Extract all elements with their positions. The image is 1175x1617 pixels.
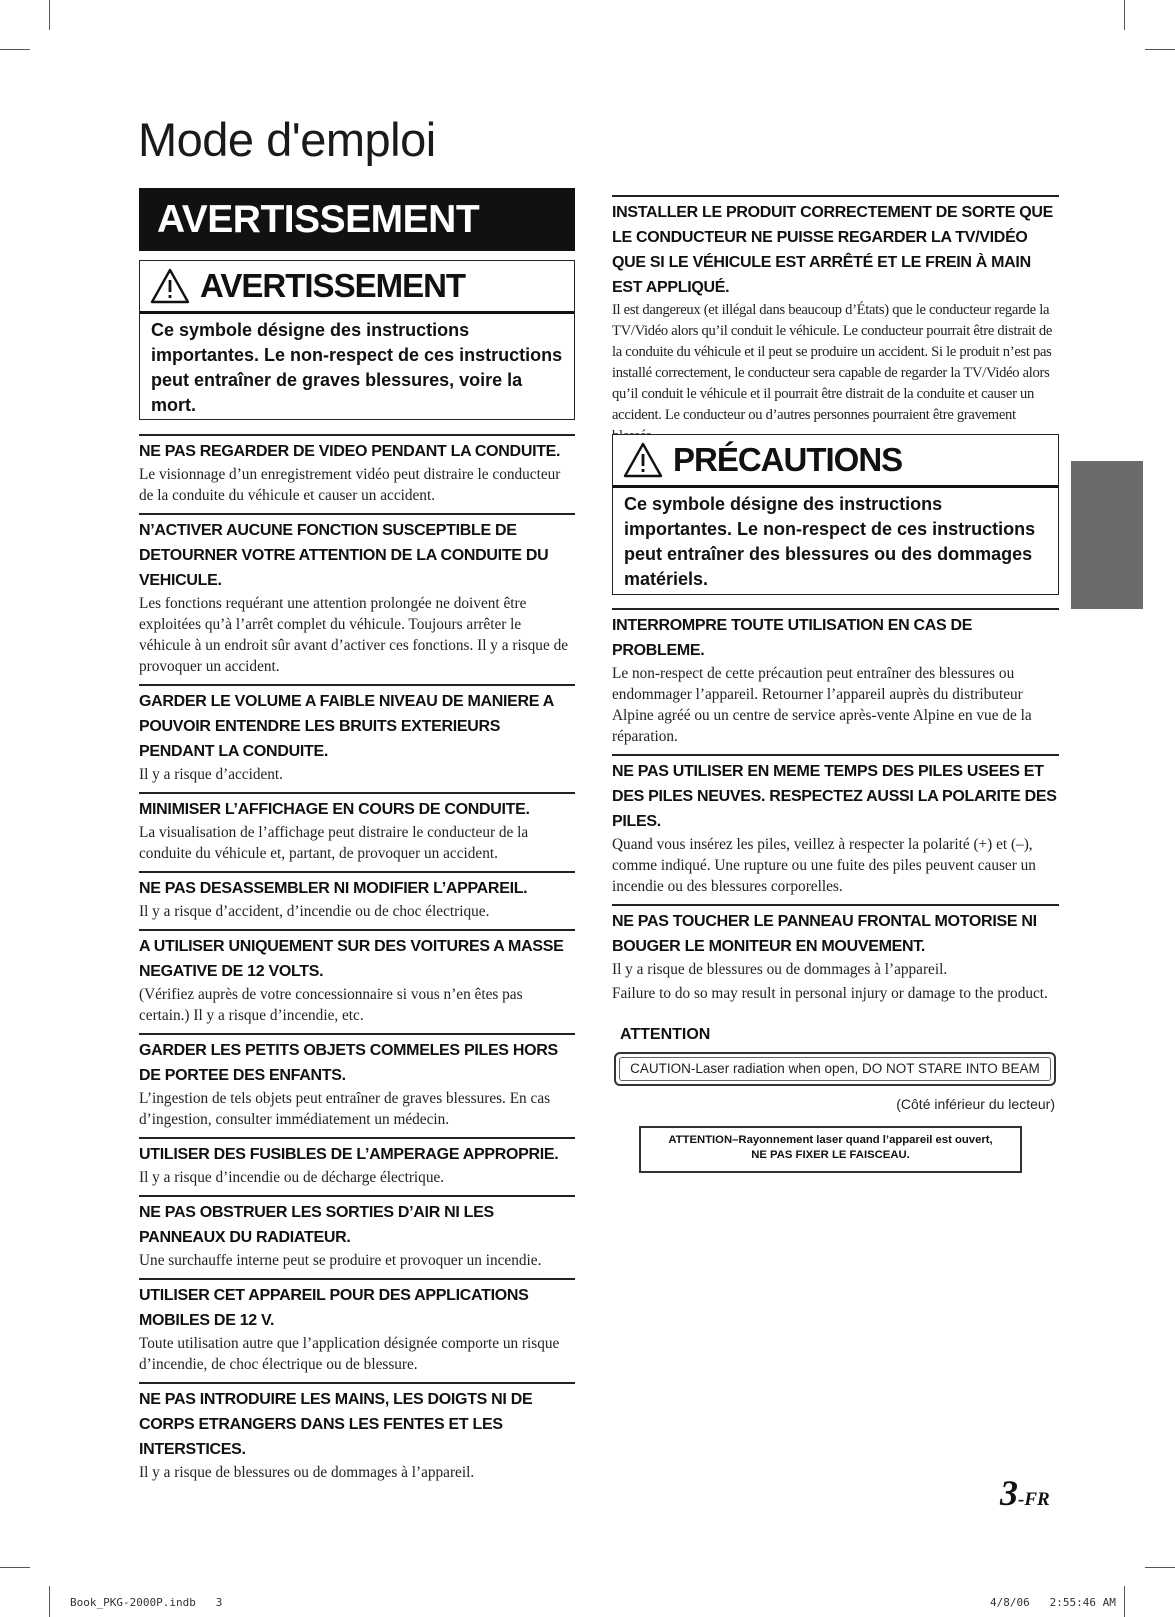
crop-mark xyxy=(1124,1586,1125,1617)
section-body: Les fonctions requérant une attention prolongée ne doivent être exploitées qu’à l’arrêt complet du véhicule. Toujours arrêter le véhicule à un endroit sûr avant d’activer ces fonctions. Il y a risque de provoquer un accident. xyxy=(139,595,569,675)
precautions-box-header xyxy=(613,435,1058,488)
section-body: Le non-respect de cette précaution peut entraîner des blessures ou endommager l’appareil. Retourner l’appareil auprès du distributeur Alpine agréé ou un centre de service après-vente Alpine en vue de la réparation. xyxy=(612,665,1032,745)
section xyxy=(139,513,575,677)
warning-triangle-icon xyxy=(150,268,190,304)
section xyxy=(139,1382,575,1483)
warning-box-header xyxy=(140,261,574,314)
section xyxy=(139,1195,575,1271)
section-heading: NE PAS UTILISER EN MEME TEMPS DES PILES USEES ET DES PILES NEUVES. RESPECTEZ AUSSI LA POLARITE DES PILES. xyxy=(612,763,1057,830)
section xyxy=(139,792,575,864)
warning-banner: AVERTISSEMENT xyxy=(139,188,575,251)
section xyxy=(139,434,575,506)
section xyxy=(139,1137,575,1188)
section-thumb-tab xyxy=(1071,461,1143,609)
section xyxy=(139,684,575,785)
section-body: Il y a risque d’accident. xyxy=(139,766,283,783)
right-column xyxy=(612,608,1059,1011)
section xyxy=(612,195,1059,447)
page-number-suffix: -FR xyxy=(1018,1489,1050,1510)
section xyxy=(612,608,1059,747)
right-column-top xyxy=(612,195,1059,454)
warning-box-heading: AVERTISSEMENT xyxy=(200,267,466,304)
section xyxy=(612,754,1059,897)
page-number-digit: 3 xyxy=(1000,1473,1018,1513)
page-number xyxy=(1000,1472,1050,1514)
section-body: Il y a risque de blessures ou de dommages à l’appareil. xyxy=(612,961,948,978)
crop-mark xyxy=(1124,0,1125,30)
section-body: La visualisation de l’affichage peut distraire le conducteur de la conduite du véhicule et, partant, de provoquer un accident. xyxy=(139,824,529,862)
laser-warning-label xyxy=(639,1126,1022,1173)
section-heading: NE PAS INTRODUIRE LES MAINS, LES DOIGTS NI DE CORPS ETRANGERS DANS LES FENTES ET LES INTERSTICES. xyxy=(139,1391,533,1458)
crop-mark xyxy=(1145,49,1175,50)
section-heading: UTILISER CET APPAREIL POUR DES APPLICATIONS MOBILES DE 12 V. xyxy=(139,1287,529,1329)
footer-filename: Book_PKG-2000P.indb 3 xyxy=(70,1596,223,1609)
section-heading: GARDER LE VOLUME A FAIBLE NIVEAU DE MANIERE A POUVOIR ENTENDRE LES BRUITS EXTERIEURS PENDANT LA CONDUITE. xyxy=(139,693,554,760)
precautions-box-heading: PRÉCAUTIONS xyxy=(673,441,903,478)
section-heading: GARDER LES PETITS OBJETS COMMELES PILES HORS DE PORTEE DES ENFANTS. xyxy=(139,1042,558,1084)
crop-mark xyxy=(49,1586,50,1617)
crop-mark xyxy=(49,0,50,30)
page-title: Mode d'emploi xyxy=(138,113,436,166)
section-heading: N’ACTIVER AUCUNE FONCTION SUSCEPTIBLE DE DETOURNER VOTRE ATTENTION DE LA CONDUITE DU VEHICULE. xyxy=(139,522,549,589)
attention-label: ATTENTION xyxy=(620,1026,711,1043)
crop-mark xyxy=(1145,1567,1175,1568)
section-heading: A UTILISER UNIQUEMENT SUR DES VOITURES A MASSE NEGATIVE DE 12 VOLTS. xyxy=(139,938,564,980)
precautions-box xyxy=(612,434,1059,595)
section xyxy=(139,929,575,1026)
section-heading: UTILISER DES FUSIBLES DE L’AMPERAGE APPROPRIE. xyxy=(139,1146,559,1163)
section-heading: NE PAS DESASSEMBLER NI MODIFIER L’APPAREIL. xyxy=(139,880,528,897)
section-heading: INSTALLER LE PRODUIT CORRECTEMENT DE SORTE QUE LE CONDUCTEUR NE PUISSE REGARDER LA TV/VIDÉO QUE SI LE VÉHICULE EST ARRÊTÉ ET LE FREIN À MAIN EST APPLIQUÉ. xyxy=(612,204,1054,296)
section-heading: NE PAS TOUCHER LE PANNEAU FRONTAL MOTORISE NI BOUGER LE MONITEUR EN MOUVEMENT. xyxy=(612,913,1037,955)
footer-timestamp: 4/8/06 2:55:46 AM xyxy=(990,1596,1116,1609)
section-body: Il y a risque de blessures ou de dommages à l’appareil. xyxy=(139,1464,475,1481)
player-location-note: (Côté inférieur du lecteur) xyxy=(896,1096,1055,1112)
section-body: Il est dangereux (et illégal dans beaucoup d’États) que le conducteur regarde la TV/Vidéo alors qu’il conduit le véhicule. Le conducteur pourrait être distrait de la conduite du véhicule et il peut se produire un accident. Si le produit n’est pas installé correctement, le conducteur sera capable de regarder la TV/Vidéo alors qu’il conduit le véhicule et il pourrait être distrait de la conduite et causer un accident. Le conducteur ou d’autres personnes pourraient être gravement xyxy=(612,302,1053,423)
crop-mark xyxy=(0,1567,30,1568)
section-body: Il y a risque d’accident, d’incendie ou de choc électrique. xyxy=(139,903,490,920)
section-heading: INTERROMPRE TOUTE UTILISATION EN CAS DE PROBLEME. xyxy=(612,617,973,659)
section-body: Quand vous insérez les piles, veillez à respecter la polarité (+) et (–), comme indiqué. Une rupture ou une fuite des piles peuvent causer un incendie ou des blessures corporelles. xyxy=(612,836,1036,895)
warning-triangle-icon xyxy=(623,442,663,478)
section-body: L’ingestion de tels objets peut entraîner de graves blessures. En cas d’ingestion, consulter immédiatement un médecin. xyxy=(139,1090,551,1128)
section-body: Toute utilisation autre que l’application désignée comporte un risque d’incendie, de choc électrique ou de blessure. xyxy=(139,1335,560,1373)
warning-box xyxy=(139,260,575,420)
warning-box-text: Ce symbole désigne des instructions importantes. Le non-respect de ces instructions peut entraîner de graves blessures, voire la mort. xyxy=(151,320,563,415)
section-heading: NE PAS OBSTRUER LES SORTIES D’AIR NI LES PANNEAUX DU RADIATEUR. xyxy=(139,1204,494,1246)
laser-warning-line: NE PAS FIXER LE FAISCEAU. xyxy=(751,1149,910,1161)
section-heading: NE PAS REGARDER DE VIDEO PENDANT LA CONDUITE. xyxy=(139,443,561,460)
laser-caution-label: CAUTION-Laser radiation when open, DO NOT STARE INTO BEAM xyxy=(614,1052,1056,1086)
section-body: Failure to do so may result in personal injury or damage to the product. xyxy=(612,985,1048,1002)
laser-warning-line: ATTENTION–Rayonnement laser quand l’appareil est ouvert, xyxy=(668,1134,993,1146)
section xyxy=(139,871,575,922)
precautions-box-text: Ce symbole désigne des instructions importantes. Le non-respect de ces instructions peut entraîner des blessures ou des dommages matériels. xyxy=(624,494,1036,589)
section-heading: MINIMISER L’AFFICHAGE EN COURS DE CONDUITE. xyxy=(139,801,530,818)
left-column xyxy=(139,434,575,1490)
section-body: Le visionnage d’un enregistrement vidéo peut distraire le conducteur de la conduite du véhicule et causer un accident. xyxy=(139,466,561,504)
section xyxy=(139,1278,575,1375)
section-body: Il y a risque d’incendie ou de décharge électrique. xyxy=(139,1169,445,1186)
section-body: Une surchauffe interne peut se produire et provoquer un incendie. xyxy=(139,1252,542,1269)
section xyxy=(139,1033,575,1130)
crop-mark xyxy=(0,49,30,50)
section-body: (Vérifiez auprès de votre concessionnaire si vous n’en êtes pas certain.) Il y a risque d’incendie, etc. xyxy=(139,986,523,1024)
section xyxy=(612,904,1059,1004)
